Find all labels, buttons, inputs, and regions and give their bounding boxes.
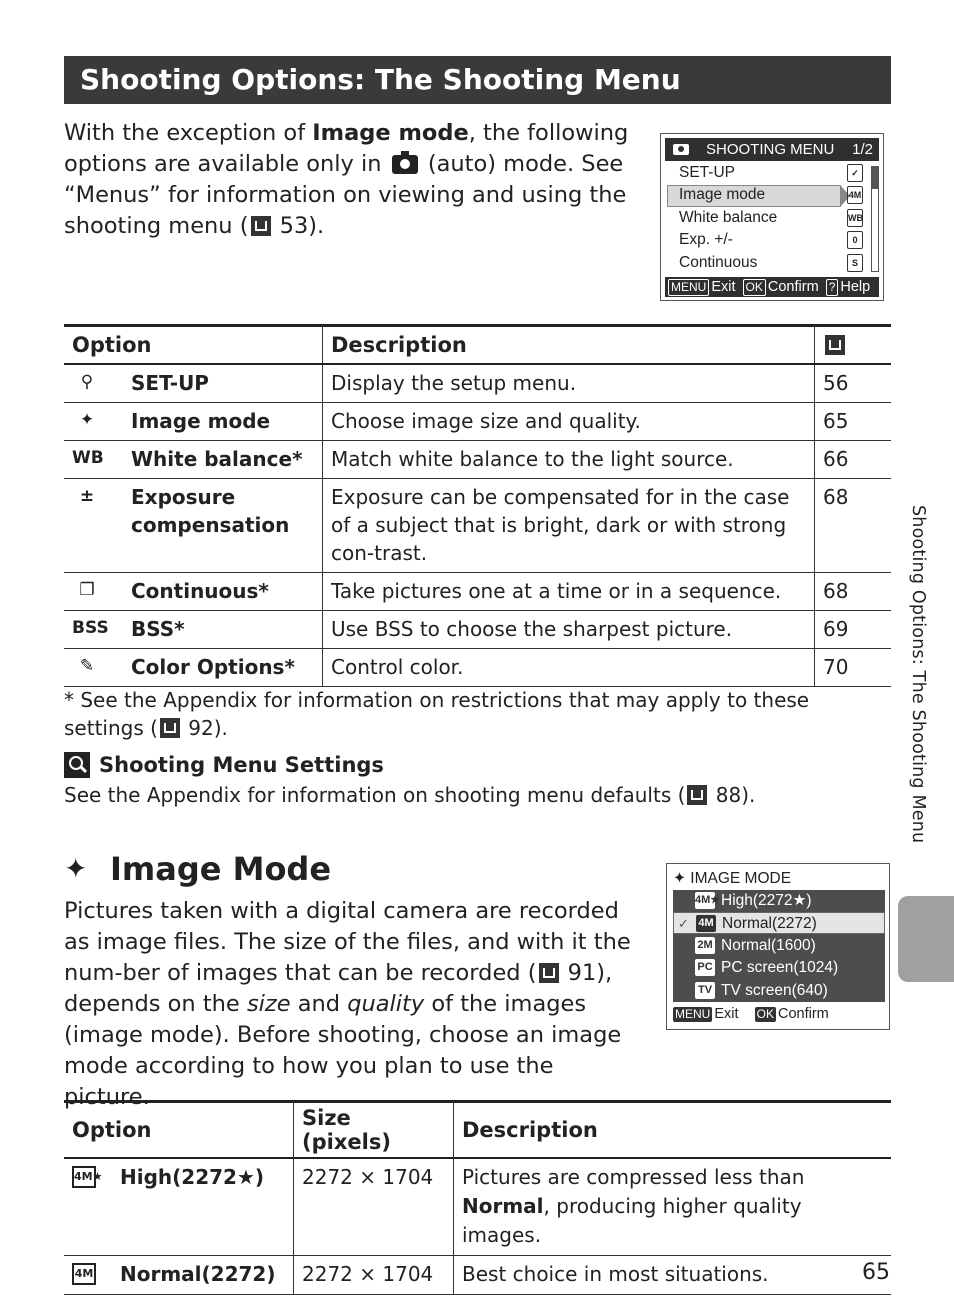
lcd-list-item [673,935,885,957]
table-row [64,611,891,649]
ok-key-icon: OK [756,1007,774,1021]
white-balance-icon: WB [72,448,104,468]
image-mode-icon: 4M [847,186,863,204]
note-text: See the Appendix for information on shooting menu defaults ( 88). [64,783,756,807]
table-row [64,441,891,479]
description-cell: Control color. [323,649,815,687]
page-reference-icon [160,718,180,738]
page-cell: 69 [815,611,892,649]
white-balance-icon: WB [847,209,863,227]
camera-icon [392,155,418,174]
column-header-option: Option [64,1102,294,1159]
description-cell: Display the setup menu. [323,364,815,403]
column-header-page [815,326,892,365]
exposure-icon: ± [79,486,95,506]
column-header-description: Description [323,326,815,365]
description-cell: Exposure can be compensated for in the case of a subject that is bright, dark or with strong con-trast. [323,479,815,573]
image-mode-icon: ✦ [673,870,691,887]
table-row [64,403,891,441]
ok-key-icon: OK [743,279,766,296]
lcd-list-panel [673,890,885,1002]
bss-icon: BSS [72,618,109,638]
page-cell: 68 [815,479,892,573]
table-row [64,364,891,403]
size-cell: 2272 × 1704 [294,1256,454,1295]
continuous-icon: ❐ [79,580,95,600]
lcd-list-item [673,912,885,934]
lcd-list-item [673,890,885,912]
page-cell: 70 [815,649,892,687]
checkmark-icon: ✓ [678,916,689,932]
option-cell [64,573,323,611]
description-cell: Pictures are compressed less than Normal, producing higher quality images. [454,1158,892,1256]
image-mode-table [64,1100,891,1295]
option-label: Normal(2272) [120,1262,276,1286]
option-cell [64,611,323,649]
page-cell: 65 [815,403,892,441]
wrench-icon: ⚲ [80,372,94,392]
item-label: TV screen(640) [721,981,828,999]
shooting-options-table [64,324,891,687]
lcd-scrollbar [871,166,879,272]
lcd-list-item [673,957,885,979]
lcd-menu-item: Image mode [679,186,766,203]
footnote: * See the Appendix for information on restrictions that may apply to these settings ( 92). [64,688,810,740]
option-label: High(2272★) [120,1165,265,1189]
exposure-icon: 0 [847,231,863,249]
option-label: SET-UP [131,371,209,395]
image-mode-paragraph: Pictures taken with a digital camera are recorded as image files. The size of the files, and with it the num-ber of images that can be recorded ( 91), depends on the size and quality of the images (image mode). Before shooting, choose an image mode according to how you plan to use the picture. [64,898,631,1110]
lcd-menu-item: Exp. +/- [679,231,733,248]
page-reference-icon [539,963,559,983]
item-label: High(2272★) [721,892,812,909]
image-size-icon: 4M [72,1263,96,1285]
lcd-menu-item: Continuous [679,254,758,271]
option-label: Color Options* [131,655,295,679]
option-label: Exposure compensation [131,485,290,537]
table-row [64,479,891,573]
image-size-icon: 4M [696,915,716,932]
page-cell: 66 [815,441,892,479]
lcd-menu-item: White balance [679,209,778,226]
lcd-header: SHOOTING MENU 1/2 [665,138,879,161]
intro-paragraph: With the exception of Image mode, the following options are available only in (auto) mode. See “Menus” for information on viewing and using the shooting menu ( 53). [64,120,629,239]
column-header-option: Option [64,326,323,365]
image-size-icon: 4M★ [695,892,715,909]
lcd-footer: MENU Exit OK Confirm ? Help [665,277,879,297]
continuous-icon: S [847,254,863,272]
option-cell [64,479,323,573]
option-label: BSS* [131,617,185,641]
description-cell: Use BSS to choose the sharpest picture. [323,611,815,649]
option-label: Continuous* [131,579,269,603]
note-heading: Shooting Menu Settings [64,752,384,778]
section-title: Shooting Options: The Shooting Menu [64,56,891,104]
column-header-description: Description [454,1102,892,1159]
size-cell: 2272 × 1704 [294,1158,454,1256]
image-mode-heading: ✦ Image Mode [64,850,332,888]
table-row [64,649,891,687]
item-label: Normal(2272) [722,915,817,933]
image-mode-icon: ✦ [64,852,88,885]
page-cell: 56 [815,364,892,403]
table-row [64,1158,891,1256]
color-options-icon: ✎ [79,656,95,676]
magnifier-icon [64,752,90,778]
option-cell [64,364,323,403]
image-size-icon: PC [695,959,715,976]
option-cell [64,441,323,479]
lcd-menu-item: SET-UP [679,164,735,181]
option-cell [64,403,323,441]
table-row [64,573,891,611]
lcd-footer: MENU Exit OK Confirm [675,1006,829,1022]
description-cell: Take pictures one at a time or in a sequence. [323,573,815,611]
camera-icon [673,144,689,155]
description-cell: Best choice in most situations. [454,1256,892,1295]
image-mode-icon: ✦ [79,410,95,430]
lcd-list-item [673,980,885,1002]
column-header-size: Size (pixels) [294,1102,454,1159]
help-key-icon: ? [826,279,839,296]
option-label: Image mode [131,409,271,433]
page-reference-icon [251,216,271,236]
item-label: PC screen(1024) [721,959,839,977]
table-row [64,1256,891,1295]
page-cell: 68 [815,573,892,611]
lcd-header: ✦ IMAGE MODE [673,870,792,887]
option-cell [64,1256,294,1295]
page-number: 65 [862,1260,890,1285]
description-cell: Match white balance to the light source. [323,441,815,479]
image-size-icon: 4M★ [72,1166,96,1188]
menu-key-icon: MENU [675,1007,711,1021]
option-label: White balance* [131,447,303,471]
wrench-icon: ✓ [847,164,863,182]
option-cell [64,1158,294,1256]
menu-key-icon: MENU [668,279,709,296]
shooting-menu-screenshot [660,133,884,301]
page-reference-icon [825,335,845,355]
image-size-icon: TV [695,982,715,999]
option-cell [64,649,323,687]
description-cell: Choose image size and quality. [323,403,815,441]
image-size-icon: 2M [695,937,715,954]
item-label: Normal(1600) [721,936,816,954]
page-reference-icon [687,785,707,805]
section-tab [898,896,954,982]
image-mode-screenshot [666,863,890,1030]
side-section-label: Shooting Options: The Shooting Menu [908,505,928,844]
